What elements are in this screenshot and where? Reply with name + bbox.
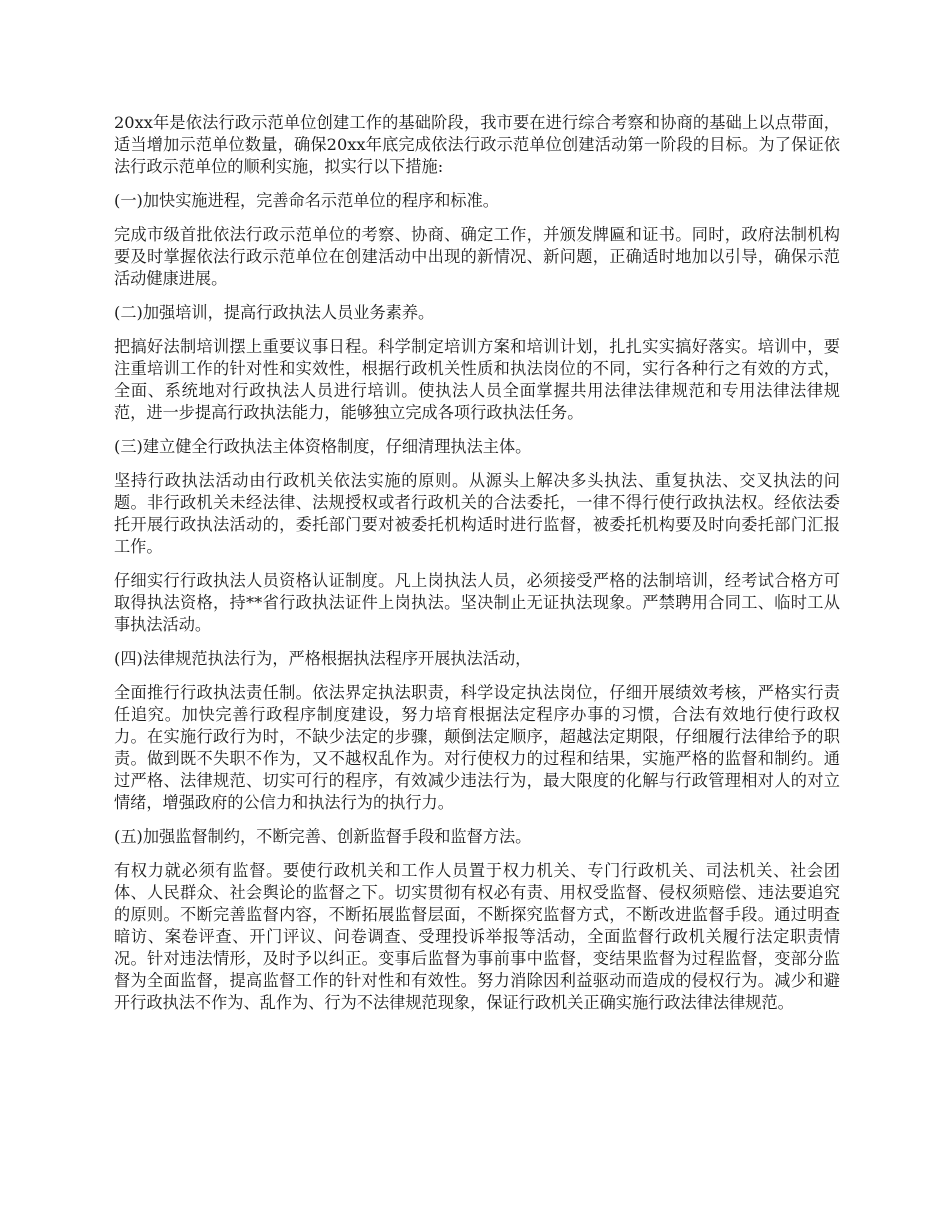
document-page <box>114 112 840 1026</box>
section-body-3b: 仔细实行行政执法人员资格认证制度。凡上岗执法人员，必须接受严格的法制培训，经考试合格方可取得执法资格，持**省行政执法证件上岗执法。坚决制止无证执法现象。严禁聘用合同工、临时工从事执法活动。 <box>114 571 840 634</box>
section-body-2: 把搞好法制培训摆上重要议事日程。科学制定培训方案和培训计划，扎扎实实搞好落实。培训中，要注重培训工作的针对性和实效性，根据行政机关性质和执法岗位的不同，实行各种行之有效的方式，全面、系统地对行政执法人员进行培训。使执法人员全面掌握共用法律法律规范和专用法律法律规范，进一步提高行政执法能力，能够独立完成各项行政执法任务。 <box>114 337 840 422</box>
section-body-4: 全面推行行政执法责任制。依法界定执法职责，科学设定执法岗位，仔细开展绩效考核，严格实行责任追究。加快完善行政程序制度建设，努力培育根据法定程序办事的习惯，合法有效地行使行政权力。在实施行政行为时，不缺少法定的步骤，颠倒法定顺序，超越法定期限，仔细履行法律给予的职责。做到既不失职不作为，又不越权乱作为。对行使权力的过程和结果，实施严格的监督和制约。通过严格、法律规范、切实可行的程序，有效减少违法行为，最大限度的化解与行政管理相对人的对立情绪，增强政府的公信力和执法行为的执行力。 <box>114 683 840 812</box>
section-body-1: 完成市级首批依法行政示范单位的考察、协商、确定工作，并颁发牌匾和证书。同时，政府法制机构要及时掌握依法行政示范单位在创建活动中出现的新情况、新问题，正确适时地加以引导，确保示范活动健康进展。 <box>114 225 840 288</box>
intro-paragraph: 20xx年是依法行政示范单位创建工作的基础阶段，我市要在进行综合考察和协商的基础上以点带面，适当增加示范单位数量，确保20xx年底完成依法行政示范单位创建活动第一阶段的目标。为了保证依法行政示范单位的顺利实施，拟实行以下措施: <box>114 113 840 176</box>
section-heading-2: (二)加强培训，提高行政执法人员业务素养。 <box>114 303 435 322</box>
section-heading-5: (五)加强监督制约，不断完善、创新监督手段和监督方法。 <box>114 827 532 846</box>
section-heading-4: (四)法律规范执法行为，严格根据执法程序开展执法活动， <box>114 649 532 668</box>
section-body-5: 有权力就必须有监督。要使行政机关和工作人员置于权力机关、专门行政机关、司法机关、社会团体、人民群众、社会舆论的监督之下。切实贯彻有权必有责、用权受监督、侵权须赔偿、违法要追究的原则。不断完善监督内容，不断拓展监督层面，不断探究监督方式，不断改进监督手段。通过明查暗访、案卷评查、开门评议、问卷调查、受理投诉举报等活动，全面监督行政机关履行法定职责情况。针对违法情形，及时予以纠正。变事后监督为事前事中监督，变结果监督为过程监督，变部分监督为全面监督，提高监督工作的针对性和有效性。努力消除因利益驱动而造成的侵权行为。减少和避开行政执法不作为、乱作为、行为不法律规范现象，保证行政机关正确实施行政法律法律规范。 <box>114 861 840 1012</box>
section-body-3a: 坚持行政执法活动由行政机关依法实施的原则。从源头上解决多头执法、重复执法、交叉执法的问题。非行政机关未经法律、法规授权或者行政机关的合法委托，一律不得行使行政执法权。经依法委托开展行政执法活动的，委托部门要对被委托机构适时进行监督，被委托机构要及时向委托部门汇报工作。 <box>114 471 840 556</box>
section-heading-1: (一)加快实施进程，完善命名示范单位的程序和标准。 <box>114 191 499 210</box>
section-heading-3: (三)建立健全行政执法主体资格制度，仔细清理执法主体。 <box>114 437 532 456</box>
